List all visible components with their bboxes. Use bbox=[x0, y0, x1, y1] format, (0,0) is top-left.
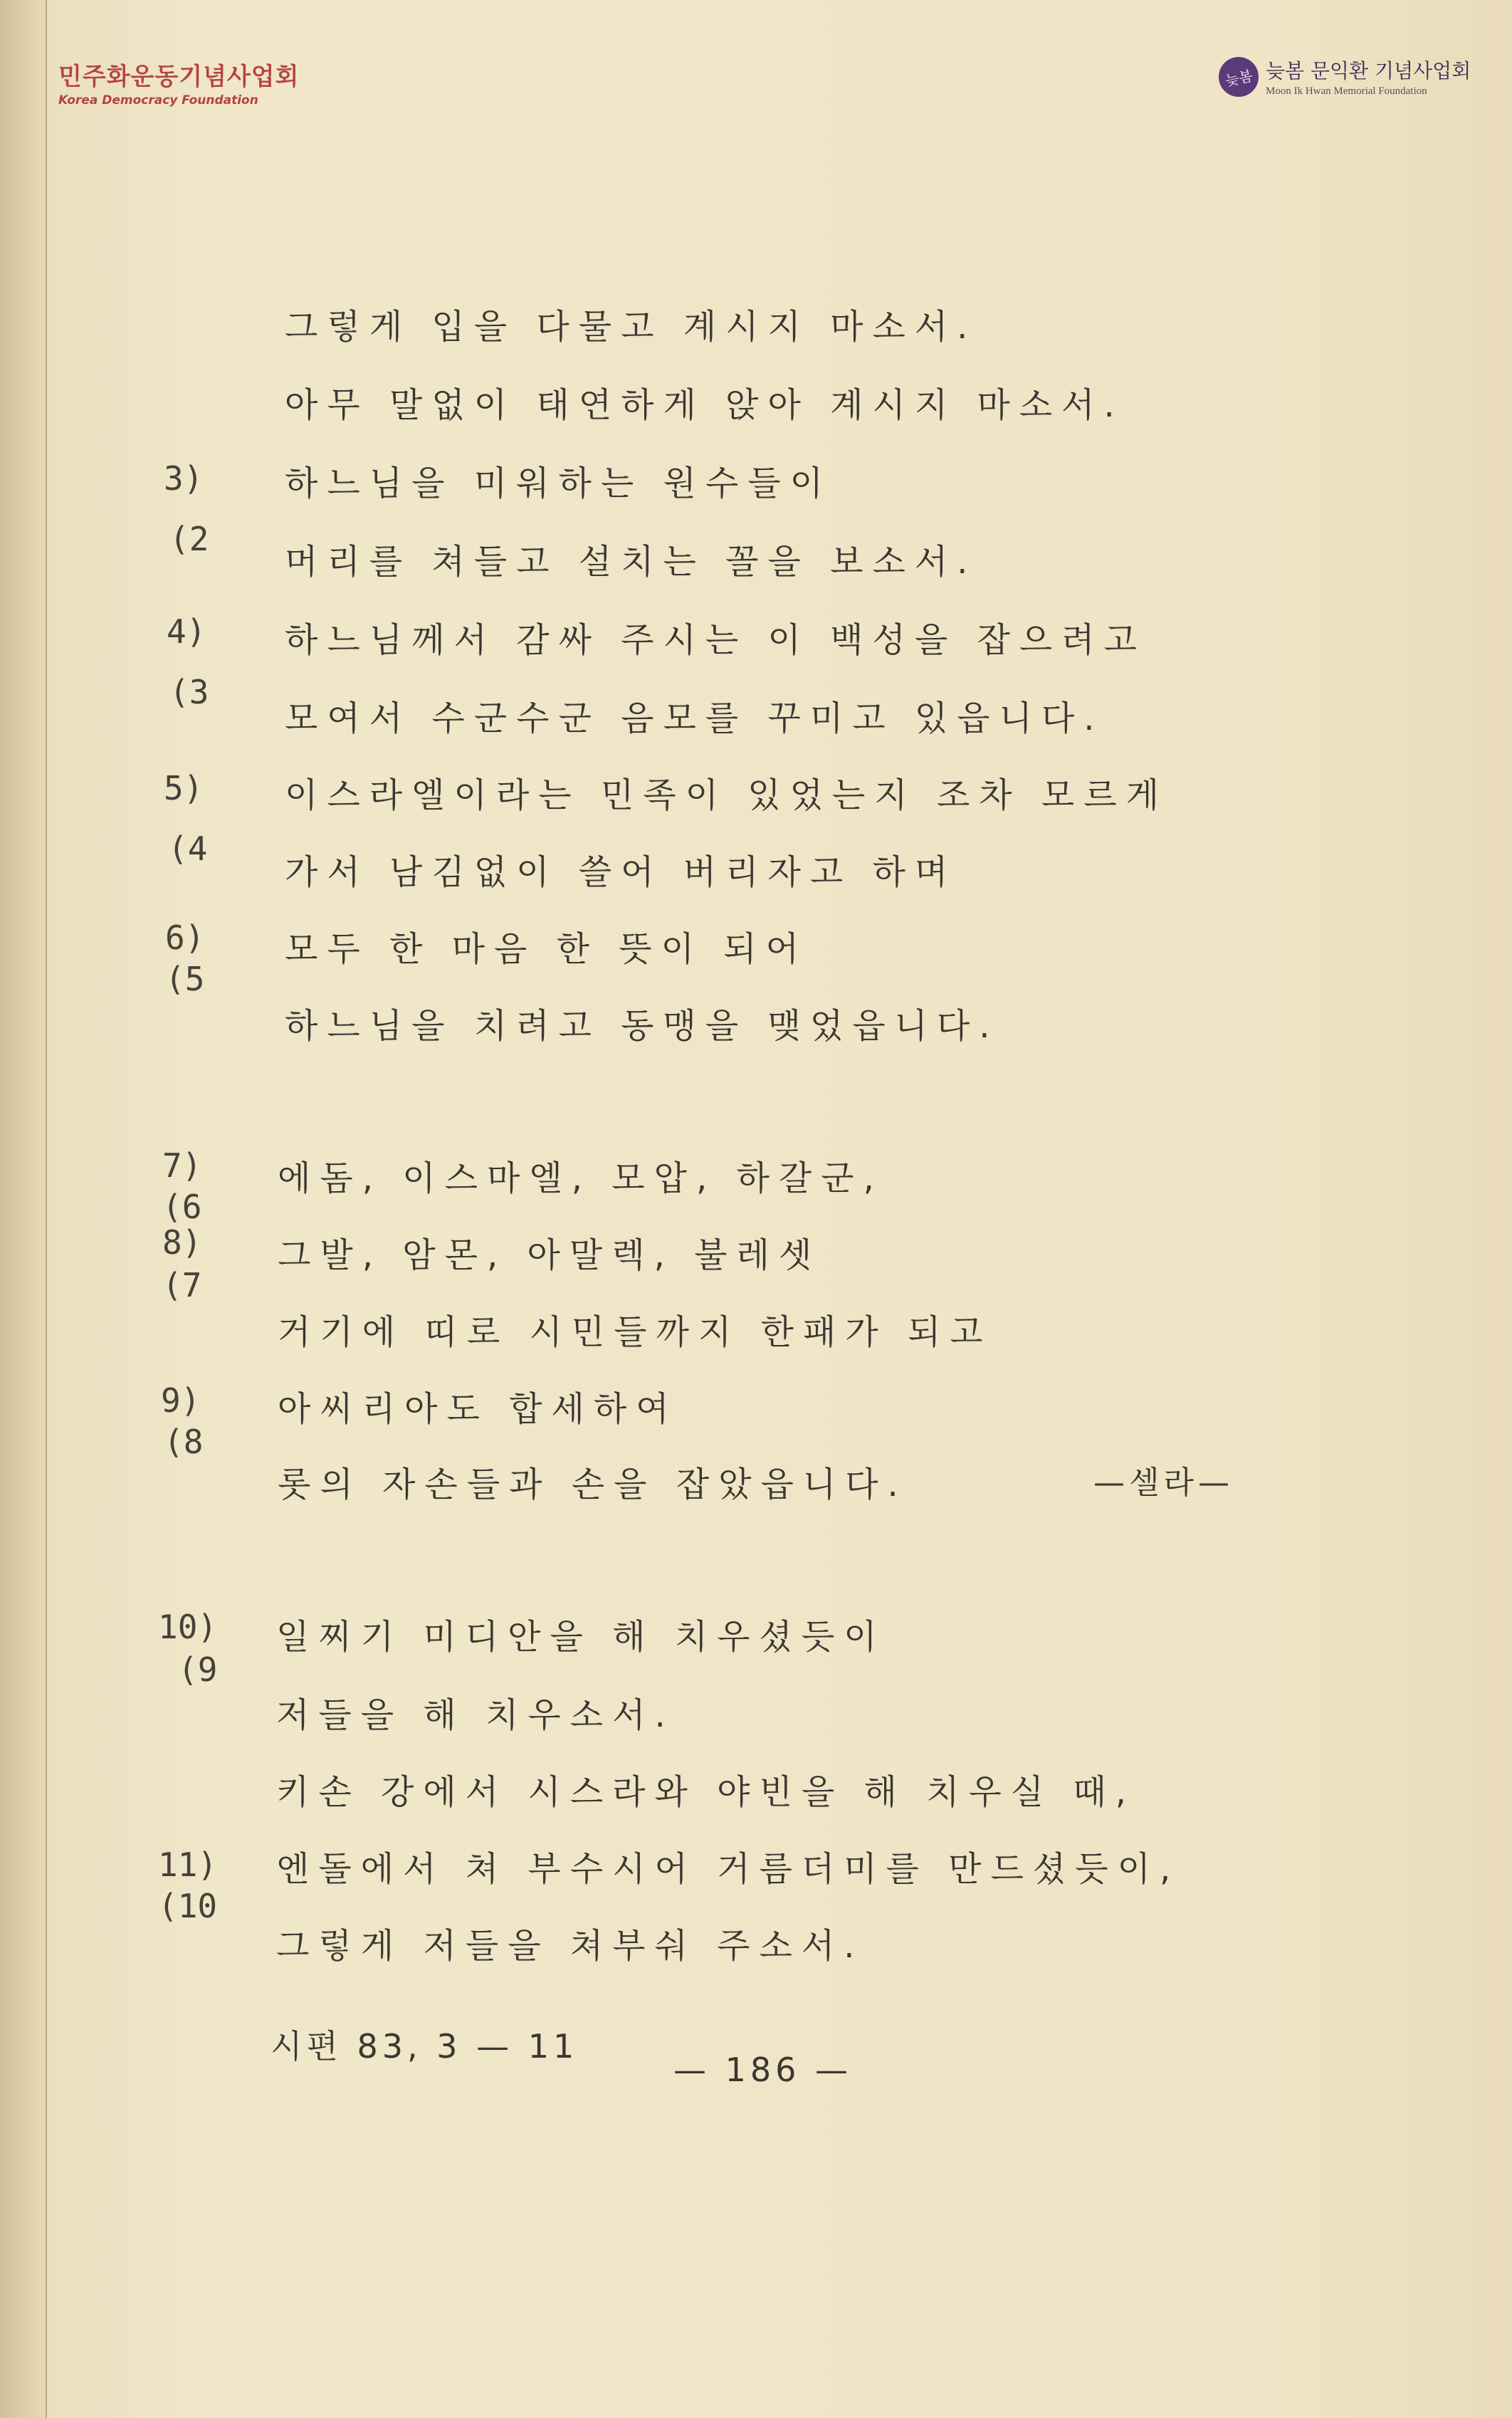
text-line: 키손 강에서 시스라와 야빈을 해 치우실 때, bbox=[276, 1772, 1136, 1812]
verse-number: 8) bbox=[162, 1223, 202, 1262]
text-line: 아씨리아도 합세하여 bbox=[278, 1389, 678, 1429]
verse-number: (2 bbox=[169, 520, 209, 558]
moon-ik-hwan-foundation-logo bbox=[1219, 56, 1471, 98]
verse-number: 4) bbox=[167, 612, 206, 651]
left-logo-korean: 민주화운동기념사업회 bbox=[58, 63, 300, 91]
text-line: 모여서 수군수군 음모를 꾸미고 있읍니다. bbox=[285, 698, 1104, 738]
text-line: 롯의 자손들과 손을 잡았읍니다. bbox=[278, 1465, 908, 1504]
verse-number: 3) bbox=[164, 459, 204, 498]
verse-number: (7 bbox=[162, 1266, 202, 1304]
verse-number: 11) bbox=[158, 1846, 218, 1884]
book-spine-shadow bbox=[0, 0, 47, 2418]
verse-number: (3 bbox=[169, 673, 209, 711]
text-line: 일찌기 미디안을 해 치우셨듯이 bbox=[276, 1617, 886, 1657]
text-line: 에돔, 이스마엘, 모압, 하갈군, bbox=[278, 1158, 883, 1198]
verse-number: 7) bbox=[162, 1146, 202, 1185]
text-line: 그렇게 저들을 쳐부숴 주소서. bbox=[276, 1926, 864, 1966]
selah-marker: —셀라— bbox=[1093, 1465, 1234, 1501]
verse-number: (8 bbox=[164, 1423, 204, 1461]
text-line: 머리를 쳐들고 설치는 꼴을 보소서. bbox=[285, 542, 977, 582]
verse-number: 5) bbox=[164, 769, 204, 807]
text-line: 모두 한 마음 한 뜻이 되어 bbox=[285, 929, 808, 969]
verse-number: 9) bbox=[161, 1381, 201, 1420]
verse-number: (6 bbox=[162, 1188, 202, 1226]
text-line: 저들을 해 치우소서. bbox=[276, 1695, 675, 1735]
scripture-reference: 시편 83, 3 — 11 bbox=[271, 2027, 579, 2066]
page-number: — 186 — bbox=[673, 2051, 853, 2089]
neutbom-seal-icon: 늦봄 bbox=[1215, 53, 1262, 100]
left-logo-english: Korea Democracy Foundation bbox=[58, 93, 258, 108]
text-line: 이스라엘이라는 민족이 있었는지 조차 모르게 bbox=[285, 775, 1169, 815]
text-line: 엔돌에서 쳐 부수시어 거름더미를 만드셨듯이, bbox=[276, 1849, 1180, 1889]
verse-number: (9 bbox=[178, 1650, 218, 1689]
right-logo-korean: 늦봄 문익환 기념사업회 bbox=[1266, 59, 1471, 83]
text-line: 하느님을 미워하는 원수들이 bbox=[285, 464, 832, 503]
verse-number: 10) bbox=[158, 1608, 218, 1646]
text-line: 하느님을 치려고 동맹을 맺었읍니다. bbox=[285, 1006, 999, 1046]
text-line: 그렇게 입을 다물고 계시지 마소서. bbox=[285, 307, 977, 347]
verse-number: (4 bbox=[168, 829, 208, 868]
verse-number: 6) bbox=[165, 918, 205, 957]
korea-democracy-foundation-logo bbox=[58, 57, 299, 108]
right-logo-english: Moon Ik Hwan Memorial Foundation bbox=[1266, 85, 1427, 97]
text-line: 그발, 암몬, 아말렉, 불레셋 bbox=[278, 1235, 821, 1275]
verse-number: (10 bbox=[158, 1887, 218, 1925]
text-line: 하느님께서 감싸 주시는 이 백성을 잡으려고 bbox=[285, 620, 1146, 660]
verse-number: (5 bbox=[165, 960, 205, 998]
text-line: 거기에 띠로 시민들까지 한패가 되고 bbox=[278, 1312, 992, 1352]
text-line: 가서 남김없이 쓸어 버리자고 하며 bbox=[285, 852, 957, 892]
text-line: 아무 말없이 태연하게 앉아 계시지 마소서. bbox=[285, 385, 1124, 425]
